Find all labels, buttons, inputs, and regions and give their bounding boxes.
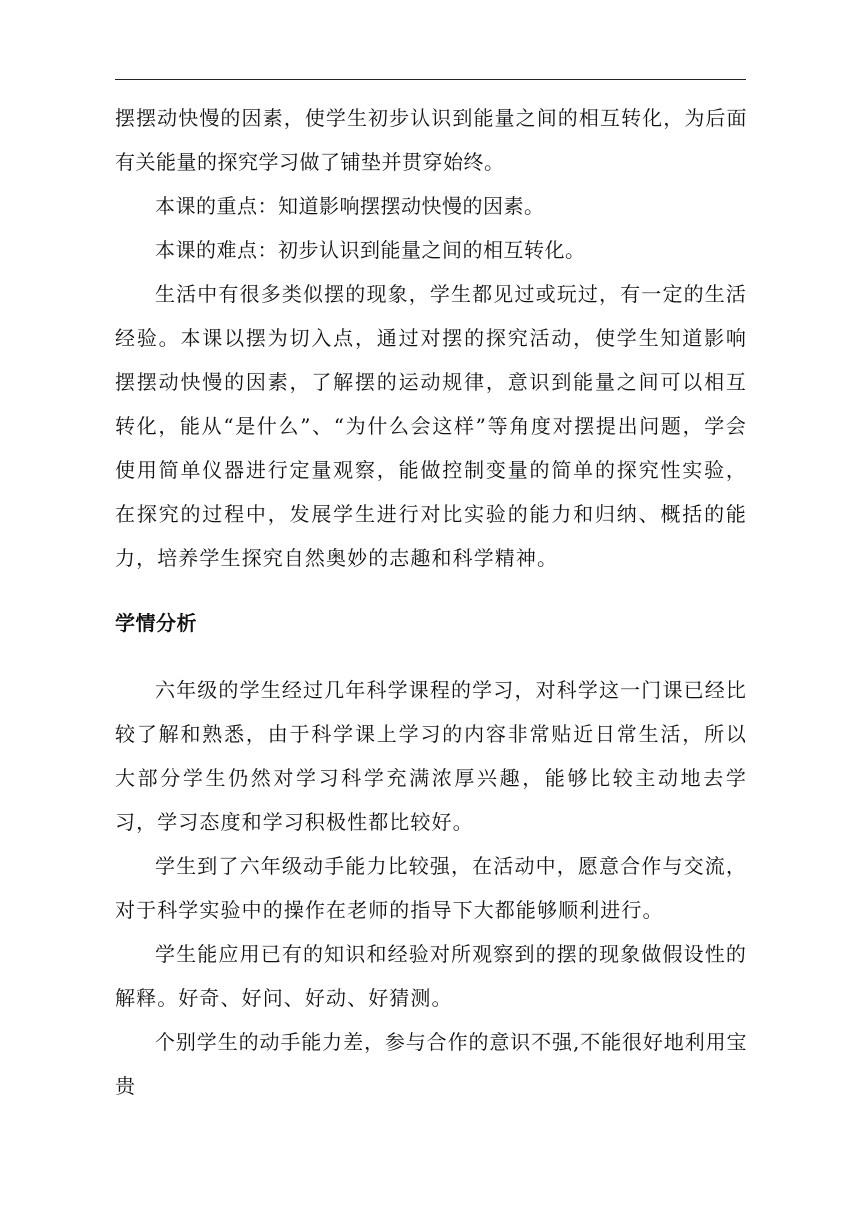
paragraph-continuation: 摆摆动快慢的因素，使学生初步认识到能量之间的相互转化，为后面有关能量的探究学习做了铺垫并贯穿始终。: [115, 106, 747, 174]
paragraph-individual-differences: 个别学生的动手能力差，参与合作的意识不强,不能很好地利用宝贵: [115, 1030, 747, 1098]
header-rule: [115, 79, 746, 80]
paragraph-hands-on-ability: 学生到了六年级动手能力比较强，在活动中，愿意合作与交流，对于科学实验中的操作在老师的指导下大都能够顺利进行。: [115, 854, 747, 922]
paragraph-student-background: 六年级的学生经过几年科学课程的学习，对科学这一门课已经比较了解和熟悉，由于科学课上学习的内容非常贴近日常生活，所以大部分学生仍然对学习科学充满浓厚兴趣，能够比较主动地去学习，学习态度和学习积极性都比较好。: [115, 678, 747, 834]
paragraph-lesson-overview: 生活中有很多类似摆的现象，学生都见过或玩过，有一定的生活经验。本课以摆为切入点，通过对摆的探究活动，使学生知道影响摆摆动快慢的因素，了解摆的运动规律，意识到能量之间可以相互转化，能从“是什么”、“为什么会这样”等角度对摆提出问题，学会使用简单仪器进行定量观察，能做控制变量的简单的探究性实验，在探究的过程中，发展学生进行对比实验的能力和归纳、概括的能力，培养学生探究自然奥妙的志趣和科学精神。: [115, 282, 747, 570]
paragraph-key-point: 本课的重点：知道影响摆摆动快慢的因素。: [155, 194, 545, 218]
document-body: [115, 96, 747, 1108]
section-heading: 学情分析: [115, 611, 197, 635]
paragraph-hypothesis-ability: 学生能应用已有的知识和经验对所观察到的摆的现象做假设性的解释。好奇、好问、好动、好猜测。: [115, 942, 747, 1010]
paragraph-difficult-point: 本课的难点：初步认识到能量之间的相互转化。: [155, 238, 586, 262]
